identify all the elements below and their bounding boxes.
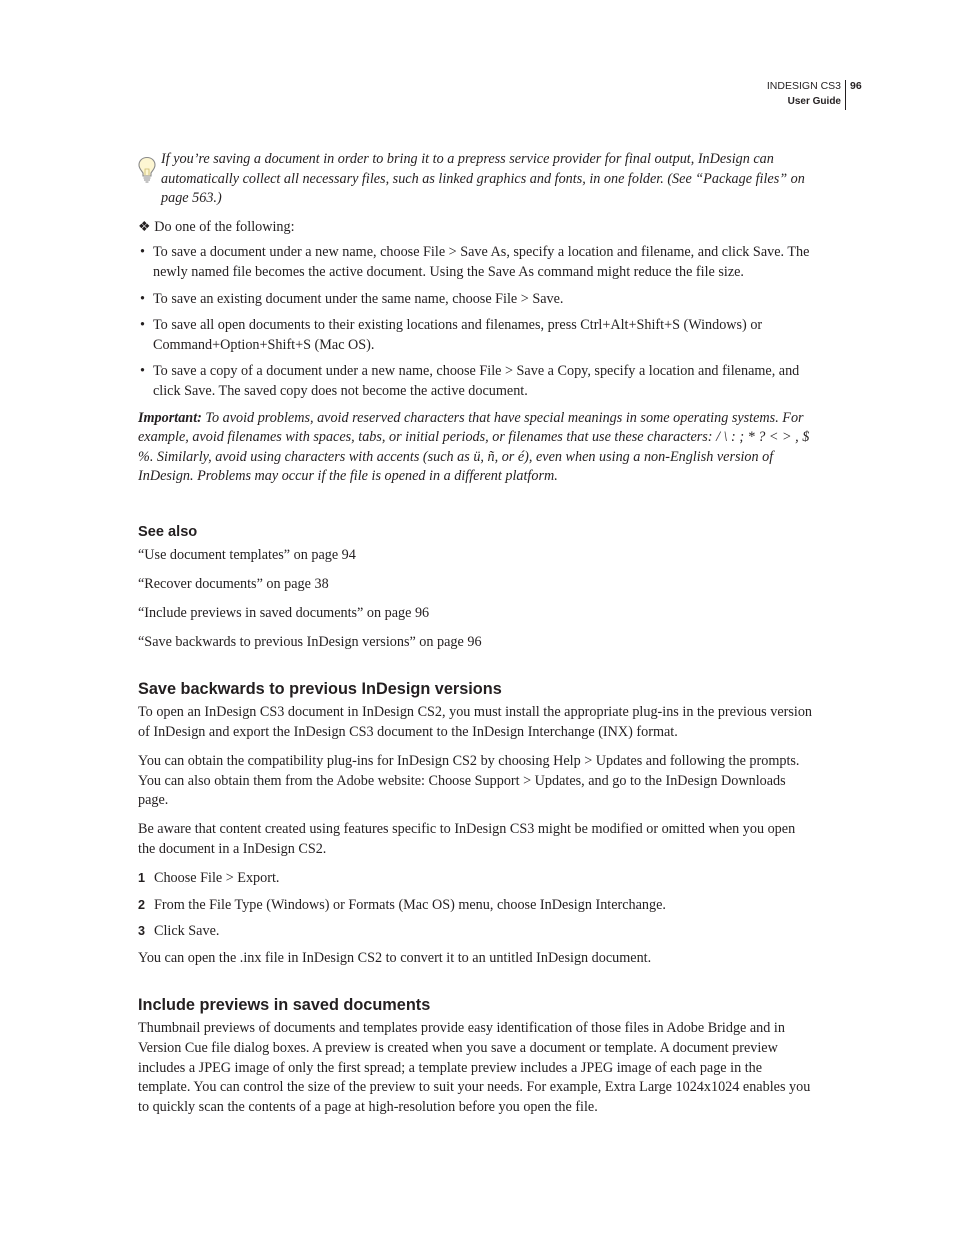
header-divider xyxy=(845,80,846,110)
see-also-heading: See also xyxy=(138,523,198,540)
paragraph: You can obtain the compatibility plug-ins for InDesign CS2 by choosing Help > Updates and following the prompts. You can also obtain them from the Adobe website: Choose Support > Updates, and go to the InDesign Downloads page. xyxy=(138,753,800,809)
paragraph: To open an InDesign CS3 document in InDesign CS2, you must install the appropriate plug-ins in the previous version of InDesign and export the InDesign CS3 document to the InDesign Interchange (INX) format. xyxy=(138,704,813,740)
see-also-link[interactable]: “Include previews in saved documents” on page 96 xyxy=(138,604,430,621)
step-item xyxy=(138,869,814,889)
section-heading-include-previews: Include previews in saved documents xyxy=(138,996,431,1015)
paragraph: Thumbnail previews of documents and templates provide easy identification of those files in Adobe Bridge and in Version Cue file dialog boxes. A preview is created when you save a document or template. A document preview includes a JPEG image of only the first spread; a template preview includes a JPEG image of each page in the template. You can control the size of the preview to suit your needs. For example, Extra Large 1024x1024 enables you to quickly scan the contents of a page at high-resolution before you open the file. xyxy=(138,1020,811,1115)
header-product: INDESIGN CS3 xyxy=(766,80,841,92)
header-guide: User Guide xyxy=(787,96,841,107)
page-body xyxy=(138,150,814,1117)
list-item: • To save all open documents to their existing locations and filenames, press Ctrl+Alt+Shift+S (Windows) or Command+Option+Shift+S (Mac OS). xyxy=(138,316,814,355)
step-instruction-text: Do one of the following: xyxy=(154,218,295,235)
step-number: 1 xyxy=(138,871,146,886)
lightbulb-icon xyxy=(137,156,157,184)
step-instruction xyxy=(138,218,814,238)
paragraph: Be aware that content created using features specific to InDesign CS3 might be modified or omitted when you open the document in a InDesign CS2. xyxy=(138,821,796,857)
save-options-list xyxy=(138,243,814,401)
running-header xyxy=(766,79,862,109)
step-item xyxy=(138,896,814,916)
step-text: From the File Type (Windows) or Formats (Mac OS) menu, choose InDesign Interchange. xyxy=(154,896,666,913)
list-item: • To save an existing document under the same name, choose File > Save. xyxy=(138,290,814,310)
tip-note xyxy=(161,150,816,209)
see-also-links xyxy=(138,546,814,653)
page-number: 96 xyxy=(850,80,862,92)
step-text: Choose File > Export. xyxy=(154,870,280,887)
step-item xyxy=(138,922,814,942)
see-also-link[interactable]: “Recover documents” on page 38 xyxy=(138,575,329,592)
paragraph: You can open the .inx file in InDesign CS2 to convert it to an untitled InDesign document. xyxy=(138,949,652,966)
step-text: Click Save. xyxy=(154,923,220,940)
export-steps xyxy=(138,869,814,942)
list-item: • To save a copy of a document under a new name, choose File > Save a Copy, specify a location and filename, and click Save. The saved copy does not become the active document. xyxy=(138,362,814,401)
important-label: Important: xyxy=(138,409,202,426)
see-also-link[interactable]: “Use document templates” on page 94 xyxy=(138,546,356,563)
important-text: To avoid problems, avoid reserved characters that have special meanings in some operating systems. For example, avoid filenames with spaces, tabs, or initial periods, or filenames that use these characters: / \ : ; * ? < > , $ %. Similarly, avoid using characters with accents (such as ü, ñ, or é), even when using a non-English version of InDesign. Problems may occur if the file is opened in a different platform. xyxy=(138,409,810,485)
step-marker: ❖ xyxy=(138,218,151,235)
list-item: • To save a document under a new name, choose File > Save As, specify a location and filename, and click Save. The newly named file becomes the active document. Using the Save As command might reduce the file size. xyxy=(138,243,814,282)
tip-text: If you’re saving a document in order to bring it to a prepress service provider for final output, InDesign can automatically collect all necessary files, such as linked graphics and fonts, in one folder. (See “Package files” on page 563.) xyxy=(161,151,805,207)
step-number: 2 xyxy=(138,897,146,912)
see-also-link[interactable]: “Save backwards to previous InDesign versions” on page 96 xyxy=(138,633,482,650)
section-heading-save-backwards: Save backwards to previous InDesign versions xyxy=(138,680,502,699)
important-note xyxy=(138,409,814,487)
step-number: 3 xyxy=(138,924,146,939)
